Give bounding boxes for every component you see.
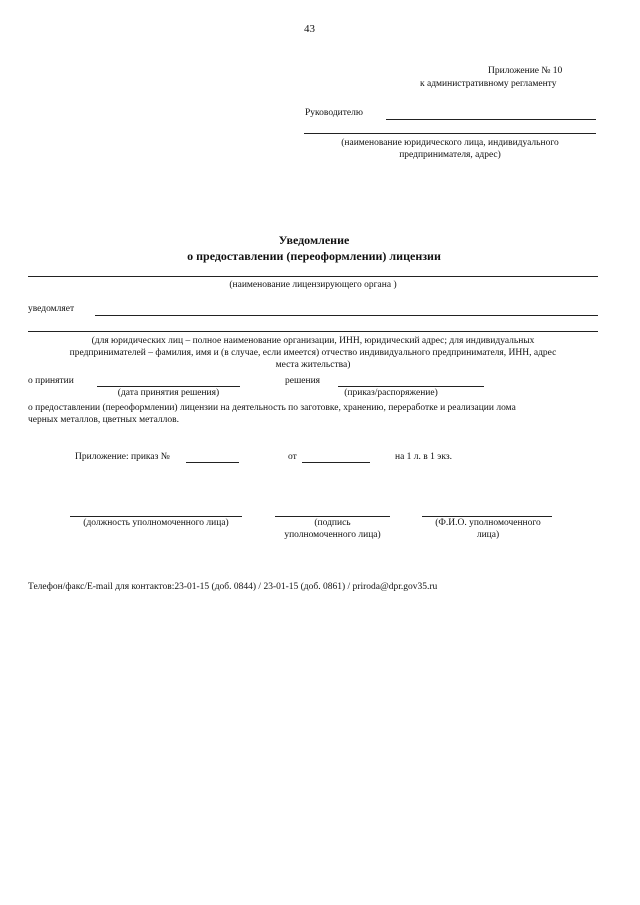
decision-prefix: о принятии [28,376,74,386]
attachment-from: от [288,452,297,462]
org-caption: (наименование лицензирующего органа ) [229,280,397,290]
position-line [70,516,242,517]
name-caption-1: (Ф.И.О. уполномоченного [435,518,541,528]
page-number: 43 [304,23,315,35]
appendix-line-1: Приложение № 10 [488,66,563,76]
addressee-caption-1: (наименование юридического лица, индивидуального [341,138,559,148]
applicant-line [28,331,598,332]
org-line [28,276,598,277]
body-text-1: о предоставлении (переоформлении) лицензии на деятельность по заготовке, хранению, переработке и реализации лома [28,403,516,413]
signature-line [275,516,390,517]
decision-order-caption: (приказ/распоряжение) [344,388,438,398]
addressee-line-2 [304,133,596,134]
document-subtitle: о предоставлении (переоформлении) лицензии [187,249,441,263]
appendix-line-2: к административному регламенту [420,79,557,89]
signature-caption-1: (подпись [314,518,351,528]
applicant-caption-1: (для юридических лиц – полное наименование организации, ИНН, юридический адрес; для индивидуальных [91,336,535,346]
position-caption: (должность уполномоченного лица) [83,518,229,528]
notifies-line [95,315,598,316]
applicant-caption-3: места жительства) [275,360,351,370]
document-title: Уведомление [278,233,350,247]
addressee-line [386,119,596,120]
addressee-caption-2: предпринимателя, адрес) [399,150,501,160]
signature-caption-2: уполномоченного лица) [284,530,381,540]
attachment-copies: на 1 л. в 1 экз. [395,452,452,462]
decision-date-line [97,386,240,387]
attachment-label: Приложение: приказ № [75,452,170,462]
decision-order-line [338,386,484,387]
attachment-number-line [186,462,239,463]
name-caption-2: лица) [476,530,500,540]
addressee-label: Руководителю [305,108,363,118]
contacts-line: Телефон/факс/E-mail для контактов:23-01-15 (доб. 0844) / 23-01-15 (доб. 0861) / priroda@dpr.gov35.ru [28,582,438,592]
body-text-2: черных металлов, цветных металлов. [28,415,179,425]
decision-date-caption: (дата принятия решения) [117,388,220,398]
name-line [422,516,552,517]
attachment-date-line [302,462,370,463]
decision-word: решения [285,376,321,386]
notifies-label: уведомляет [28,304,75,314]
applicant-caption-2: предпринимателей – фамилия, имя и (в случае, если имеется) отчество индивидуального предпринимателя, ИНН, адрес [69,348,557,358]
